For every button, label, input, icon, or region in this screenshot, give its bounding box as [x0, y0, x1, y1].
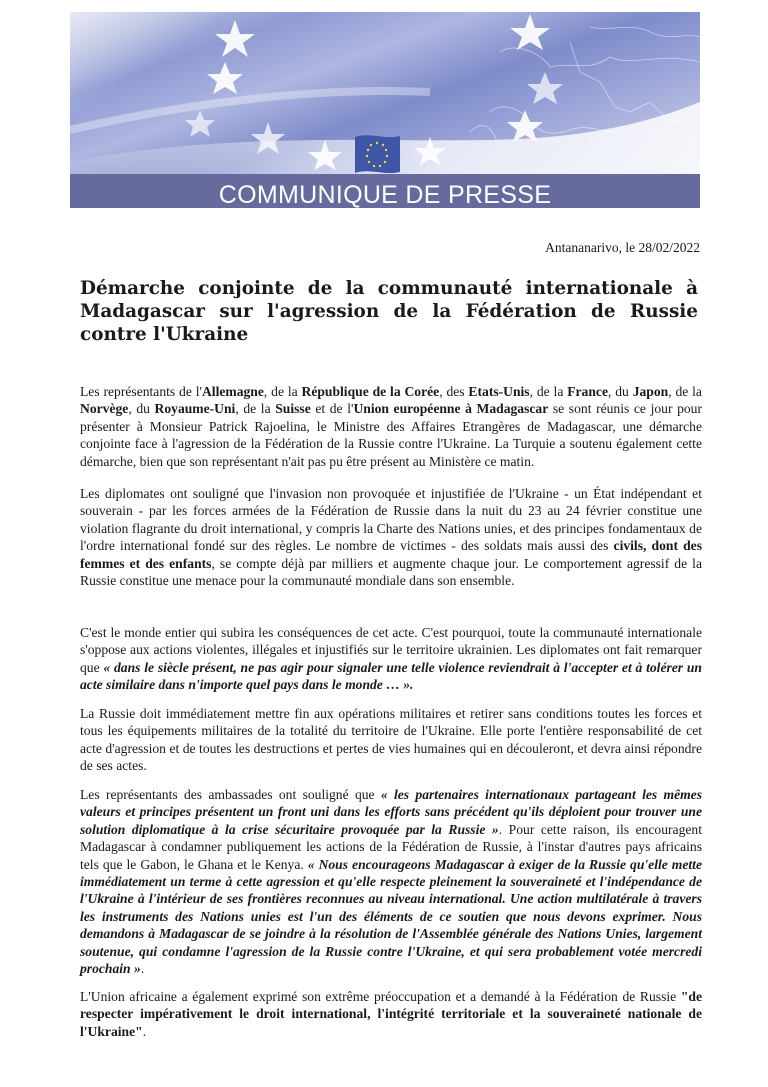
paragraph-5: Les représentants des ambassades ont souligné que « les partenaires internationaux partageant les mêmes valeurs et principes présentent un front uni dans les efforts sans précédent qu'ils déploient pour trouver une solution diplomatique à la crise sécuritaire provoquée par la Russie ». Pour cette raison, ils encouragent Madagascar à condamner publiquement les actions de la Fédération de Russie, à l'instar d'autres pays africains tels que le Gabon, le Ghana et le Kenya. « Nous encourageons Madagascar à exiger de la Russie qu'elle mette immédiatement un terme à cette agression et qu'elle respecte pleinement la souveraineté et l'indépendance de l'Ukraine à l'intérieur de ses frontières reconnues au niveau international. Une action multilatérale à travers les instruments des Nations unies est l'un des éléments de ce soutien que nous devons exprimer. Nous demandons à Madagascar de se joindre à la résolution de l'Assemblée générale des Nations Unies, largement soutenue, qui condamne l'agression de la Russie contre l'Ukraine, et qui sera probablement votée mercredi prochain ». — [80, 787, 702, 977]
eu-flag-banner-image — [70, 12, 700, 174]
document-title: Démarche conjointe de la communauté internationale à Madagascar sur l'agression de la Fédération de Russie contre l'Ukraine — [80, 278, 698, 345]
paragraph-2: Les diplomates ont souligné que l'invasion non provoquée et injustifiée de l'Ukraine - un État indépendant et souverain - par les forces armées de la Fédération de Russie dans la nuit du 23 au 24 février constitue une violation flagrante du droit international, y compris la Charte des Nations unies, et des principes fondamentaux de l'ordre international fondé sur des règles. Le nombre de victimes - des soldats mais aussi des civils, dont des femmes et des enfants, se compte déjà par milliers et augmente chaque jour. Le comportement agressif de la Russie constitue une menace pour la communauté mondiale dans son ensemble. — [80, 486, 702, 589]
press-release-bar — [70, 174, 700, 208]
paragraph-6: L'Union africaine a également exprimé son extrême préoccupation et a demandé à la Fédération de Russie "de respecter impérativement le droit international, l'intégrité territoriale et la souveraineté nationale de l'Ukraine". — [80, 989, 702, 1039]
header-banner — [70, 12, 700, 208]
paragraph-3: C'est le monde entier qui subira les conséquences de cet acte. C'est pourquoi, toute la communauté internationale s'oppose aux actions violentes, illégales et injustifiés sur le territoire ukrainien. Les diplomates ont fait remarquer que « dans le siècle présent, ne pas agir pour signaler une telle violence reviendrait à l'accepter et à tolérer un acte similaire dans n'importe quel pays dans le monde … ». — [80, 625, 702, 693]
date-line: Antananarivo, le 28/02/2022 — [545, 240, 700, 255]
paragraph-1: Les représentants de l'Allemagne, de la République de la Corée, des Etats-Unis, de la France, du Japon, de la Norvège, du Royaume-Uni, de la Suisse et de l'Union européenne à Madagascar se sont réunis ce jour pour présenter à Monsieur Patrick Rajoelina, le Ministre des Affaires Etrangères de Madagascar, une démarche conjointe face à l'agression de la Fédération de la Russie contre l'Ukraine. La Turquie a soutenu également cette démarche, bien que son représentant n'ait pas pu être présent au Ministère ce matin. — [80, 384, 703, 469]
eu-flag-icon — [355, 135, 400, 173]
paragraph-4: La Russie doit immédiatement mettre fin aux opérations militaires et retirer sans conditions toutes les forces et tous les équipements militaires de la totalité du territoire de l'Ukraine. Elle porte l'entière responsabilité de cet acte d'agression et de toutes les destructions et pertes de vies humaines qui en découleront, et devra ainsi répondre de ses actes. — [80, 706, 702, 774]
quote: « Nous encourageons Madagascar à exiger de la Russie qu'elle mette immédiatement un terme à cette agression et qu'elle respecte pleinement la souveraineté et l'indépendance de l'Ukraine à l'intérieur de ses frontières reconnues au niveau international. Une action multilatérale à travers les instruments des Nations unies est l'un des éléments de ce soutien que nous devons exprimer. Nous demandons à Madagascar de se joindre à la résolution de l'Assemblée générale des Nations Unies, largement soutenue, qui condamne l'agression de la Russie contre l'Ukraine, et qui sera probablement votée mercredi prochain » — [80, 856, 702, 977]
quote: « dans le siècle présent, ne pas agir pour signaler une telle violence reviendrait à l'accepter et à tolérer un acte similaire dans n'importe quel pays dans le monde … ». — [80, 659, 702, 693]
eu-stars-decoration — [70, 12, 700, 174]
quote: « les partenaires internationaux partageant les mêmes valeurs et principes présentent un front uni dans les efforts sans précédent qu'ils déploient pour trouver une solution diplomatique à la crise sécuritaire provoquée par la Russie » — [80, 787, 702, 837]
banner-title: COMMUNIQUE DE PRESSE — [218, 180, 552, 208]
